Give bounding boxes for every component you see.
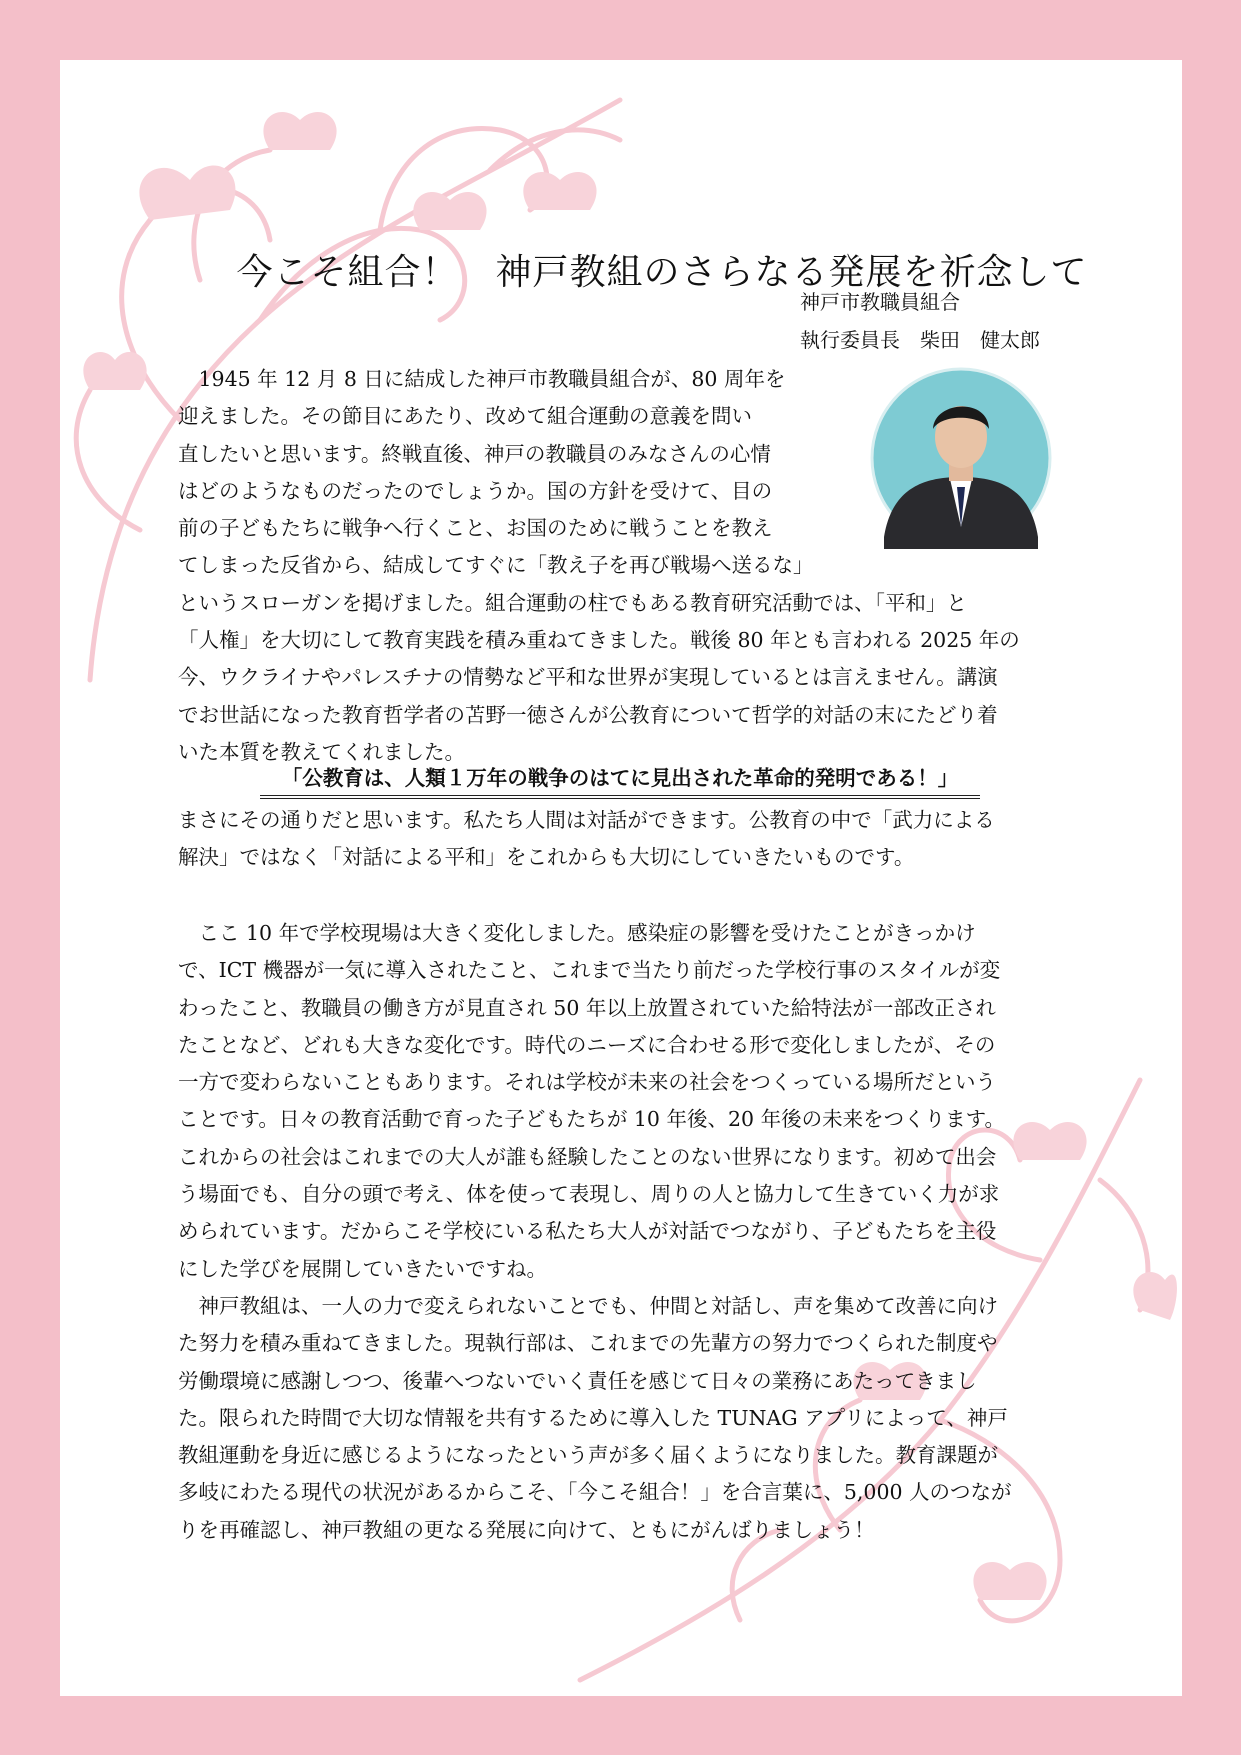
text-line: ことです。日々の教育活動で育った子どもたちが 10 年後、20 年後の未来をつくります。 bbox=[178, 1107, 1005, 1132]
text-line: でお世話になった教育哲学者の苫野一徳さんが公教育について哲学的対話の末にたどり着 bbox=[178, 702, 998, 727]
text-line: てしまった反省から、結成してすぐに「教え子を再び戦場へ送るな」 bbox=[178, 553, 814, 578]
text-line: はどのようなものだったのでしょうか。国の方針を受けて、目の bbox=[178, 478, 773, 503]
text-line: た。限られた時間で大切な情報を共有するために導入した TUNAG アプリによって、神戸 bbox=[178, 1405, 1008, 1430]
text-line: 解決」ではなく「対話による平和」をこれからも大切にしていきたいものです。 bbox=[178, 845, 915, 870]
text-line: 直したいと思います。終戦直後、神戸の教職員のみなさんの心情 bbox=[178, 441, 771, 466]
text-line: う場面でも、自分の頭で考え、体を使って表現し、周りの人と協力して生きていく力が求 bbox=[178, 1182, 1000, 1207]
highlighted-quote: 「公教育は、人類１万年の戦争のはてに見出された革命的発明である！」 bbox=[260, 761, 980, 799]
text-line: これからの社会はこれまでの大人が誰も経験したことのない世界になります。初めて出会 bbox=[178, 1144, 997, 1169]
text-line: まさにその通りだと思います。私たち人間は対話ができます。公教育の中で「武力による bbox=[178, 808, 995, 832]
text-line: で、ICT 機器が一気に導入されたこと、これまで当たり前だった学校行事のスタイルが変 bbox=[178, 958, 1001, 983]
text-line: りを再確認し、神戸教組の更なる発展に向けて、ともにがんばりましょう！ bbox=[178, 1517, 875, 1542]
text-line: 労働環境に感謝しつつ、後輩へつないでいく責任を感じて日々の業務にあたってきまし bbox=[178, 1368, 977, 1393]
author-name: 執行委員長 柴田 健太郎 bbox=[800, 328, 1040, 352]
text-line: 前の子どもたちに戦争へ行くこと、お国のために戦うことを教え bbox=[178, 516, 773, 541]
text-line: いた本質を教えてくれました。 bbox=[178, 739, 465, 764]
organization-name: 神戸市教職員組合 bbox=[800, 290, 960, 314]
text-line: にした学びを展開していきたいですね。 bbox=[178, 1256, 547, 1281]
text-line: められています。だからこそ学校にいる私たち大人が対話でつながり、子どもたちを主役 bbox=[178, 1219, 997, 1244]
text-line: 神戸教組は、一人の力で変えられないことでも、仲間と対話し、声を集めて改善に向け bbox=[178, 1293, 998, 1318]
paragraph-changes bbox=[178, 915, 1012, 1549]
text-line: 今、ウクライナやパレスチナの情勢など平和な世界が実現しているとは言えません。講演 bbox=[178, 665, 998, 690]
text-line: 教組運動を身近に感じるようになったという声が多く届くようになりました。教育課題が bbox=[178, 1443, 998, 1468]
page-title: 今こそ組合！ 神戸教組のさらなる発展を祈念して bbox=[236, 252, 1088, 294]
text-line: わったこと、教職員の働き方が見直され 50 年以上放置されていた給特法が一部改正され bbox=[178, 995, 996, 1020]
paragraph-intro bbox=[178, 361, 1020, 771]
text-line: ここ 10 年で学校現場は大きく変化しました。感染症の影響を受けたことがきっかけ bbox=[178, 921, 976, 945]
text-line: たことなど、どれも大きな変化です。時代のニーズに合わせる形で変化しましたが、その bbox=[178, 1032, 996, 1057]
text-line: 一方で変わらないこともあります。それは学校が未来の社会をつくっている場所だという bbox=[178, 1070, 996, 1095]
document-page bbox=[60, 60, 1182, 1696]
text-line: た努力を積み重ねてきました。現執行部は、これまでの先輩方の努力でつくられた制度や bbox=[178, 1331, 998, 1356]
text-line: 「人権」を大切にして教育実践を積み重ねてきました。戦後 80 年とも言われる 2025 年の bbox=[178, 628, 1020, 653]
paragraph-dialogue bbox=[178, 802, 995, 877]
text-line: 迎えました。その節目にあたり、改めて組合運動の意義を問い bbox=[178, 404, 752, 429]
text-line: 1945 年 12 月 8 日に結成した神戸市教職員組合が、80 周年を bbox=[178, 367, 786, 391]
text-line: 多岐にわたる現代の状況があるからこそ、「今こそ組合！」を合言葉に、5,000 人のつなが bbox=[178, 1480, 1012, 1505]
text-line: というスローガンを掲げました。組合運動の柱でもある教育研究活動では、「平和」と bbox=[178, 590, 967, 615]
